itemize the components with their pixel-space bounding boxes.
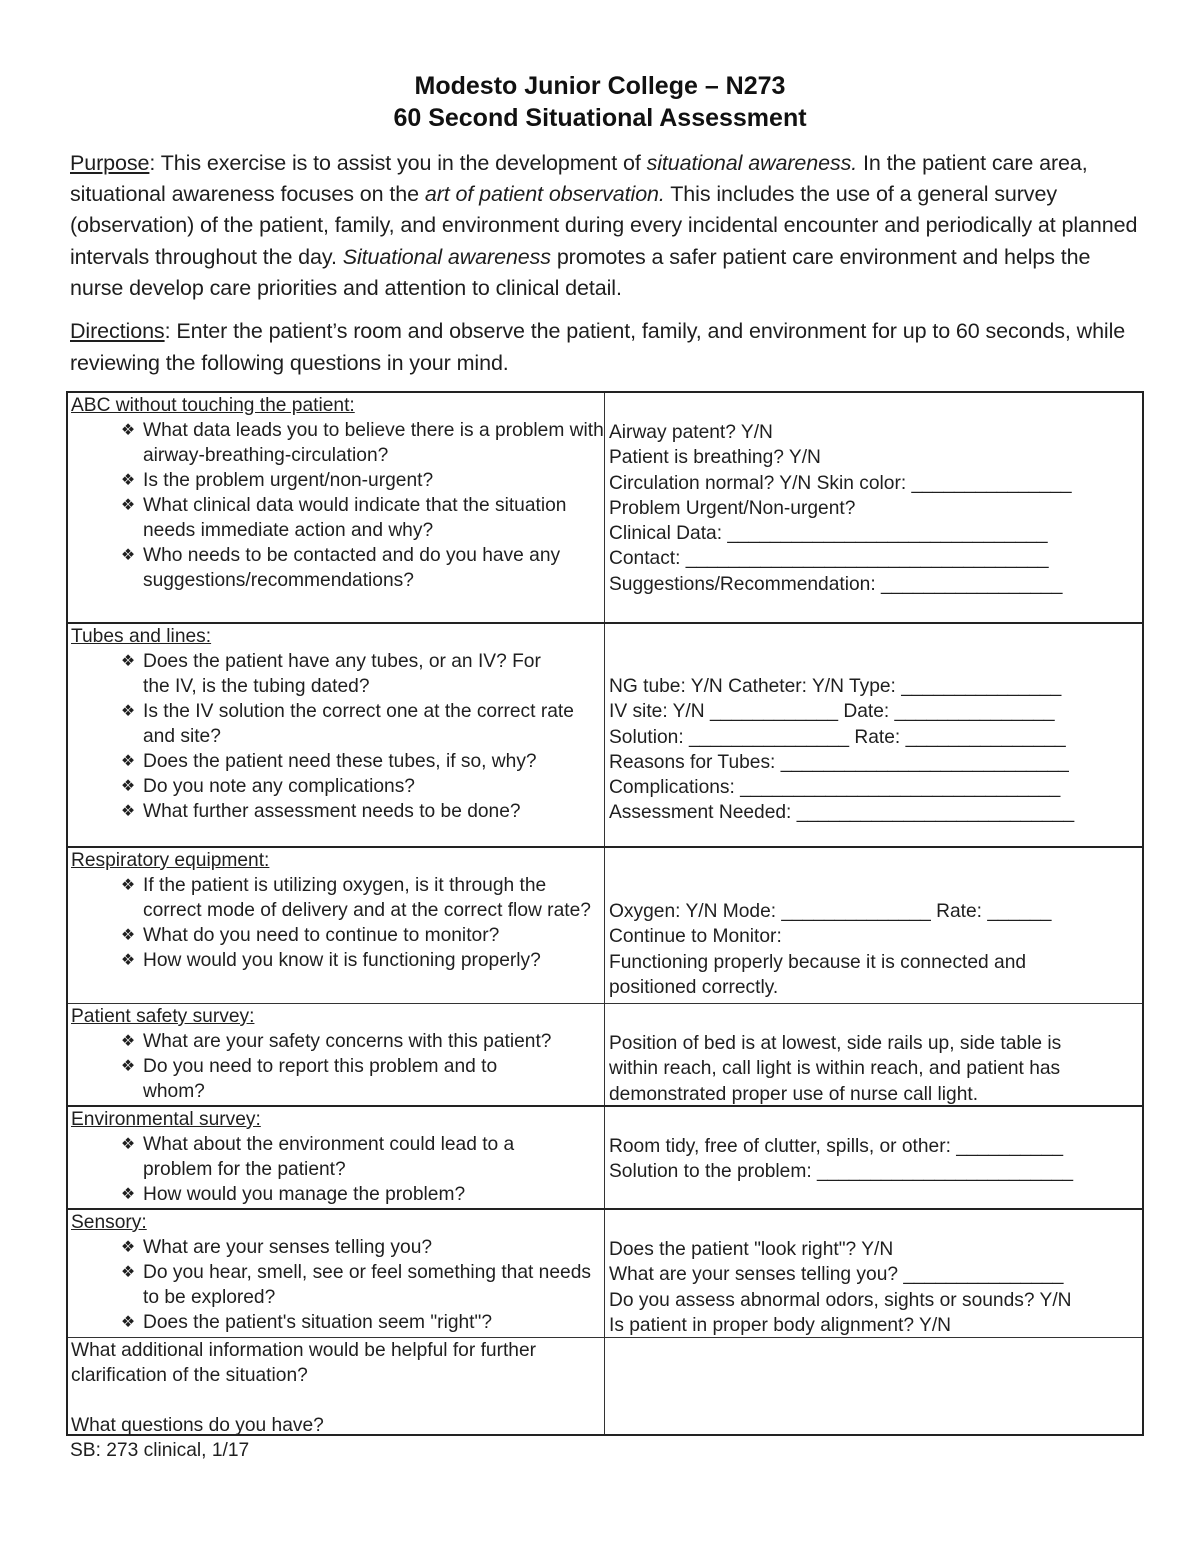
purpose-text: In the patient care area, situational awareness focuses on the <box>70 151 1088 207</box>
answers-cell[interactable] <box>605 1107 1142 1208</box>
questions-cell <box>68 624 605 846</box>
question-item: ❖ What clinical data would indicate that the situation needs immediate action and why? <box>71 493 604 543</box>
answer-line[interactable]: Circulation normal? Y/N Skin color: _______________ <box>609 472 1072 494</box>
diamond-bullet-icon: ❖ <box>120 1186 136 1203</box>
answer-line[interactable]: Problem Urgent/Non-urgent? <box>609 497 856 519</box>
answers-cell[interactable] <box>605 848 1142 1003</box>
purpose-emphasis: Situational awareness <box>342 244 551 269</box>
question-item: ❖ Is the IV solution the correct one at the correct rate and site? <box>71 699 604 749</box>
diamond-bullet-icon: ❖ <box>120 1264 136 1281</box>
diamond-bullet-icon: ❖ <box>120 1033 136 1050</box>
purpose-label: Purpose <box>70 151 150 175</box>
question-item: ❖ What data leads you to believe there is a problem with airway-breathing-circulation? <box>71 418 604 468</box>
question-item: ❖ Does the patient need these tubes, if so, why? <box>71 749 604 774</box>
table-row-additional-info <box>68 1338 1142 1434</box>
purpose-text: promotes a safer patient care environment and helps the nurse develop care priorities and attention to clinical detail. <box>70 244 1091 300</box>
diamond-bullet-icon: ❖ <box>120 703 136 720</box>
section-title: Patient safety survey: <box>71 1006 255 1027</box>
section-title: Respiratory equipment: <box>71 850 270 871</box>
footer-note: SB: 273 clinical, 1/17 <box>70 1440 250 1461</box>
table-row-patient-safety <box>68 1004 1142 1107</box>
answer-line[interactable]: Does the patient "look right"? Y/N <box>609 1239 894 1260</box>
table-row-sensory <box>68 1210 1142 1338</box>
answer-line[interactable]: Assessment Needed: __________________________ <box>609 802 1075 824</box>
purpose-emphasis: situational awareness. <box>646 151 858 175</box>
diamond-bullet-icon: ❖ <box>120 753 136 770</box>
answer-line[interactable]: Do you assess abnormal odors, sights or sounds? Y/N <box>609 1289 1072 1311</box>
question-item: ❖ Does the patient have any tubes, or an IV? For the IV, is the tubing dated? <box>71 649 604 699</box>
question-item: ❖ Is the problem urgent/non-urgent? <box>71 468 604 493</box>
answer-line[interactable]: Position of bed is at lowest, side rails up, side table is <box>609 1033 1062 1054</box>
answer-line[interactable]: What are your senses telling you? _______________ <box>609 1264 1064 1286</box>
answers-cell[interactable] <box>605 393 1142 622</box>
answer-line[interactable]: within reach, call light is within reach, and patient has <box>609 1058 1061 1080</box>
answer-line[interactable]: Suggestions/Recommendation: _________________ <box>609 573 1063 595</box>
table-row-respiratory <box>68 848 1142 1004</box>
diamond-bullet-icon: ❖ <box>120 422 136 439</box>
answer-line[interactable]: Reasons for Tubes: ___________________________ <box>609 751 1069 773</box>
answers-cell[interactable] <box>605 624 1142 846</box>
assessment-table <box>66 391 1144 1436</box>
diamond-bullet-icon: ❖ <box>120 877 136 894</box>
answer-line[interactable]: demonstrated proper use of nurse call light. <box>609 1083 979 1105</box>
answer-line[interactable]: Continue to Monitor: <box>609 926 782 948</box>
diamond-bullet-icon: ❖ <box>120 497 136 514</box>
question-item: ❖ Do you note any complications? <box>71 774 604 799</box>
page-title: Modesto Junior College – N273 <box>414 72 786 100</box>
table-row-environmental <box>68 1107 1142 1210</box>
diamond-bullet-icon: ❖ <box>120 1239 136 1256</box>
answer-line[interactable]: positioned correctly. <box>609 976 779 998</box>
answer-line[interactable]: Solution: _______________ Rate: _______________ <box>609 726 1066 748</box>
answers-cell[interactable] <box>605 1004 1142 1105</box>
directions-text: : Enter the patient’s room and observe the patient, family, and environment for up to 60 seconds, while reviewing the following questions in your mind. <box>70 319 1126 375</box>
additional-info-answer-area[interactable] <box>605 1338 1142 1434</box>
question-item: ❖ What about the environment could lead to a problem for the patient? <box>71 1132 604 1182</box>
questions-prompt: What questions do you have? <box>71 1415 324 1436</box>
purpose-text: : This exercise is to assist you in the development of <box>149 151 647 175</box>
answer-line[interactable]: Complications: ______________________________ <box>609 777 1061 799</box>
section-title: Environmental survey: <box>71 1109 261 1130</box>
answer-line[interactable]: Patient is breathing? Y/N <box>609 447 821 469</box>
answer-line[interactable]: Contact: __________________________________ <box>609 548 1049 570</box>
diamond-bullet-icon: ❖ <box>120 1058 136 1075</box>
diamond-bullet-icon: ❖ <box>120 803 136 820</box>
diamond-bullet-icon: ❖ <box>120 1136 136 1153</box>
page-subtitle: 60 Second Situational Assessment <box>393 104 807 132</box>
purpose-text: This includes the use of a general survey (observation) of the patient, family, and environment during every incidental encounter and periodically at planned intervals throughout the day. <box>70 182 1138 269</box>
section-title: Tubes and lines: <box>71 626 212 647</box>
question-item: ❖ How would you know it is functioning properly? <box>71 948 604 973</box>
answer-line[interactable]: NG tube: Y/N Catheter: Y/N Type: _______________ <box>609 676 1062 697</box>
additional-info-question: What additional information would be helpful for further clarification of the situation? <box>71 1340 537 1386</box>
section-title: Sensory: <box>71 1212 147 1233</box>
question-item: ❖ Who needs to be contacted and do you have any suggestions/recommendations? <box>71 543 604 593</box>
purpose-emphasis: art of patient observation. <box>424 182 665 207</box>
answer-line[interactable]: Solution to the problem: ________________________ <box>609 1161 1074 1183</box>
question-item: ❖ If the patient is utilizing oxygen, is it through the correct mode of delivery and at the correct flow rate? <box>71 873 604 923</box>
question-item: ❖ What are your safety concerns with this patient? <box>71 1029 604 1054</box>
questions-cell <box>68 1107 605 1208</box>
question-item: ❖ What are your senses telling you? <box>71 1235 604 1260</box>
questions-cell <box>68 1004 605 1105</box>
questions-cell <box>68 848 605 1003</box>
diamond-bullet-icon: ❖ <box>120 547 136 564</box>
purpose-paragraph <box>70 148 1140 304</box>
answer-line[interactable]: Room tidy, free of clutter, spills, or other: __________ <box>609 1136 1063 1157</box>
diamond-bullet-icon: ❖ <box>120 952 136 969</box>
questions-cell <box>68 393 605 622</box>
questions-cell <box>68 1338 605 1434</box>
answer-line[interactable]: Oxygen: Y/N Mode: ______________ Rate: ______ <box>609 901 1052 922</box>
answer-line[interactable]: Is patient in proper body alignment? Y/N <box>609 1314 952 1336</box>
question-item: ❖ Do you hear, smell, see or feel something that needs to be explored? <box>71 1260 604 1310</box>
question-item: ❖ What do you need to continue to monitor? <box>71 923 604 948</box>
question-item: ❖ How would you manage the problem? <box>71 1182 604 1207</box>
questions-cell <box>68 1210 605 1337</box>
directions-paragraph <box>70 315 1140 379</box>
diamond-bullet-icon: ❖ <box>120 472 136 489</box>
question-item: ❖ Does the patient's situation seem "right"? <box>71 1310 604 1335</box>
answer-line[interactable]: Functioning properly because it is connected and <box>609 951 1027 973</box>
diamond-bullet-icon: ❖ <box>120 927 136 944</box>
diamond-bullet-icon: ❖ <box>120 778 136 795</box>
table-row-tubes <box>68 624 1142 848</box>
diamond-bullet-icon: ❖ <box>120 1314 136 1331</box>
diamond-bullet-icon: ❖ <box>120 653 136 670</box>
question-item: ❖ Do you need to report this problem and to whom? <box>71 1054 604 1104</box>
directions-label: Directions <box>70 319 165 343</box>
answer-line[interactable]: IV site: Y/N ____________ Date: _______________ <box>609 701 1055 723</box>
table-row-abc <box>68 393 1142 624</box>
answer-line[interactable]: Airway patent? Y/N <box>609 422 773 443</box>
answers-cell[interactable] <box>605 1210 1142 1337</box>
answer-line[interactable]: Clinical Data: ______________________________ <box>609 523 1048 545</box>
section-title: ABC without touching the patient: <box>71 395 355 416</box>
question-item: ❖ What further assessment needs to be done? <box>71 799 604 824</box>
